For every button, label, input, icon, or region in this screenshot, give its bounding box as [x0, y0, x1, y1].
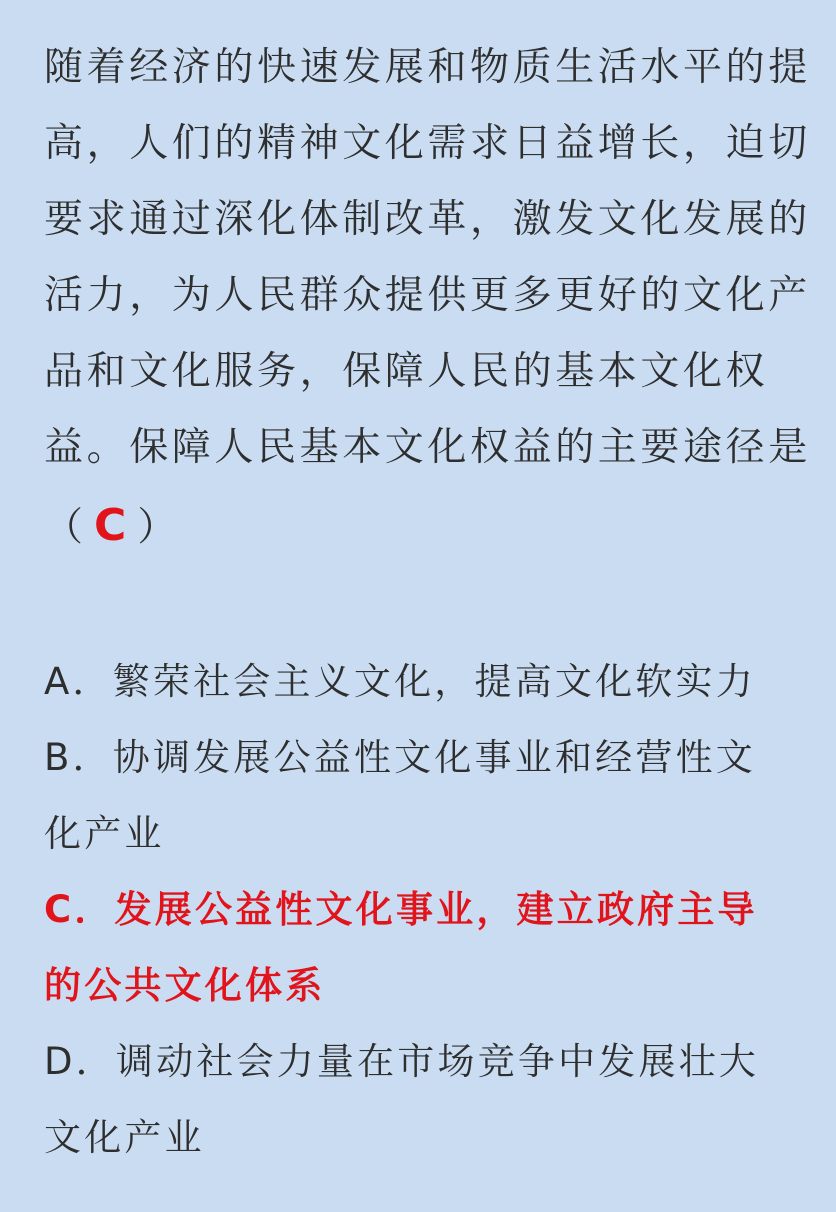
question-line: 高，人们的精神文化需求日益增长，迫切	[44, 121, 811, 166]
option-c-line: 的公共文化体系	[44, 964, 326, 1007]
answer-blank	[44, 486, 804, 566]
spacer	[44, 566, 804, 644]
answer-close-paren: ）	[137, 505, 180, 550]
option-d-line: 文化产业	[44, 1116, 205, 1159]
option-a	[44, 644, 804, 720]
question-line: 随着经济的快速发展和物质生活水平的提	[44, 45, 811, 90]
options-list	[44, 644, 804, 1176]
option-d	[44, 1024, 804, 1176]
option-a-line: A．繁荣社会主义文化，提高文化软实力	[44, 660, 756, 703]
option-c-line: C．发展公益性文化事业，建立政府主导	[44, 888, 758, 931]
option-b-line: B．协调发展公益性文化事业和经营性文	[44, 736, 756, 779]
answer-open-paren: （	[44, 505, 87, 550]
question-line: 活力，为人民群众提供更多更好的文化产	[44, 273, 811, 318]
option-c-correct	[44, 872, 804, 1024]
option-b	[44, 720, 804, 872]
option-b-line: 化产业	[44, 812, 165, 855]
option-d-line: D．调动社会力量在市场竞争中发展壮大	[44, 1040, 760, 1083]
answer-letter: C	[94, 500, 130, 551]
question-text	[44, 30, 811, 486]
question-line: 品和文化服务，保障人民的基本文化权	[44, 349, 769, 394]
question-line: 益。保障人民基本文化权益的主要途径是	[44, 425, 811, 470]
question-line: 要求通过深化体制改革，激发文化发展的	[44, 197, 811, 242]
